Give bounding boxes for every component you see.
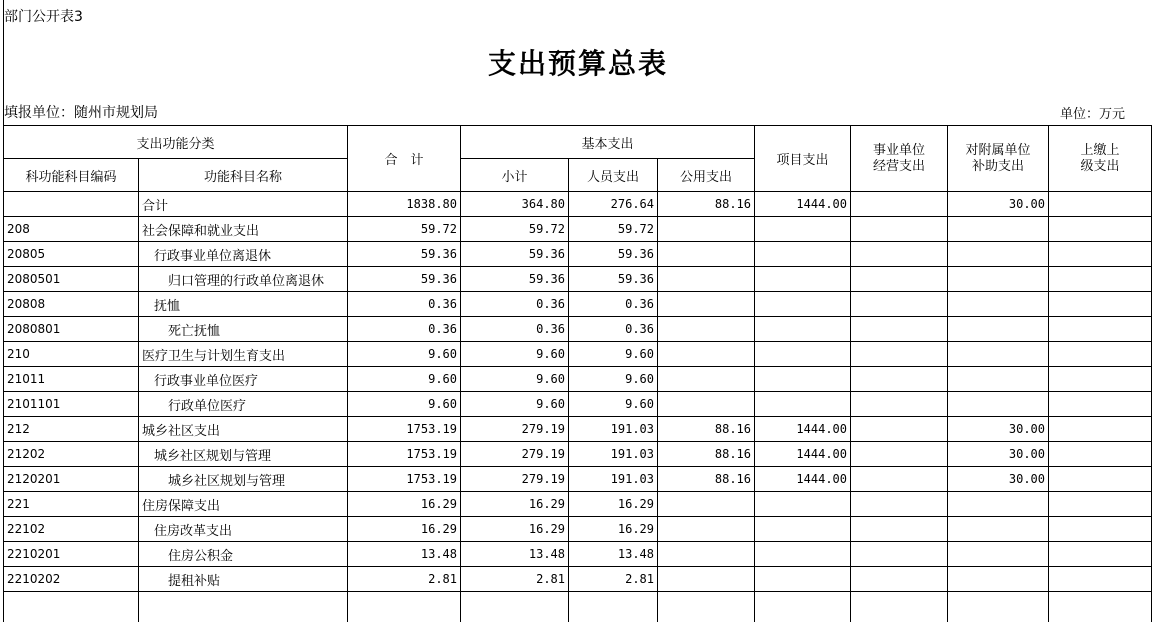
cell-upper [1049, 342, 1152, 367]
cell-code: 2120201 [4, 467, 139, 492]
table-blank-row [4, 592, 1152, 622]
cell-total: 0.36 [348, 292, 461, 317]
cell-subtotal: 0.36 [461, 317, 569, 342]
cell-total: 1753.19 [348, 417, 461, 442]
blank-cell [569, 592, 658, 622]
cell-name: 抚恤 [139, 292, 348, 317]
cell-enterprise [851, 317, 948, 342]
cell-public [658, 367, 755, 392]
cell-project [755, 367, 851, 392]
table-row [4, 267, 1152, 292]
cell-upper [1049, 292, 1152, 317]
cell-enterprise [851, 342, 948, 367]
cell-code: 2210201 [4, 542, 139, 567]
cell-subtotal: 59.36 [461, 242, 569, 267]
cell-project [755, 317, 851, 342]
table-row [4, 517, 1152, 542]
cell-subsidy [948, 567, 1049, 592]
cell-enterprise [851, 542, 948, 567]
cell-subsidy [948, 367, 1049, 392]
cell-personnel: 191.03 [569, 442, 658, 467]
table-row [4, 567, 1152, 592]
cell-upper [1049, 417, 1152, 442]
cell-code: 21011 [4, 367, 139, 392]
cell-personnel: 9.60 [569, 367, 658, 392]
cell-subtotal: 13.48 [461, 542, 569, 567]
header-total: 合 计 [348, 126, 461, 192]
cell-project [755, 517, 851, 542]
cell-enterprise [851, 417, 948, 442]
cell-code: 20805 [4, 242, 139, 267]
cell-project [755, 217, 851, 242]
table-row [4, 317, 1152, 342]
page-title: 支出预算总表 [487, 47, 668, 80]
cell-total: 59.36 [348, 242, 461, 267]
header-subtotal: 小计 [461, 159, 569, 192]
cell-personnel: 16.29 [569, 492, 658, 517]
cell-total: 59.36 [348, 267, 461, 292]
cell-total: 59.72 [348, 217, 461, 242]
cell-code: 20808 [4, 292, 139, 317]
cell-public [658, 217, 755, 242]
cell-personnel: 0.36 [569, 292, 658, 317]
cell-subtotal: 9.60 [461, 392, 569, 417]
cell-subsidy [948, 542, 1049, 567]
cell-name: 行政单位医疗 [139, 392, 348, 417]
cell-project: 1444.00 [755, 442, 851, 467]
cell-name: 城乡社区规划与管理 [139, 467, 348, 492]
blank-cell [348, 592, 461, 622]
budget-table [3, 125, 1152, 622]
cell-name: 住房改革支出 [139, 517, 348, 542]
cell-total: 9.60 [348, 367, 461, 392]
blank-cell [658, 592, 755, 622]
cell-subsidy [948, 267, 1049, 292]
cell-project [755, 392, 851, 417]
table-row [4, 442, 1152, 467]
header-upper: 上缴上 级支出 [1049, 126, 1152, 192]
cell-public: 88.16 [658, 467, 755, 492]
cell-public [658, 517, 755, 542]
cell-name: 归口管理的行政单位离退休 [139, 267, 348, 292]
cell-upper [1049, 492, 1152, 517]
cell-subsidy [948, 217, 1049, 242]
cell-subtotal: 279.19 [461, 467, 569, 492]
cell-project [755, 292, 851, 317]
blank-cell [4, 592, 139, 622]
cell-subsidy: 30.00 [948, 442, 1049, 467]
cell-upper [1049, 192, 1152, 217]
cell-subsidy [948, 292, 1049, 317]
table-row [4, 192, 1152, 217]
currency-unit: 单位：万元 [1060, 107, 1126, 122]
header-public: 公用支出 [658, 159, 755, 192]
cell-total: 9.60 [348, 342, 461, 367]
cell-total: 2.81 [348, 567, 461, 592]
cell-subsidy: 30.00 [948, 192, 1049, 217]
header-personnel: 人员支出 [569, 159, 658, 192]
cell-upper [1049, 242, 1152, 267]
cell-subtotal: 2.81 [461, 567, 569, 592]
cell-name: 死亡抚恤 [139, 317, 348, 342]
cell-project [755, 492, 851, 517]
cell-upper [1049, 267, 1152, 292]
cell-name: 行政事业单位离退休 [139, 242, 348, 267]
cell-personnel: 59.36 [569, 242, 658, 267]
cell-personnel: 13.48 [569, 542, 658, 567]
blank-cell [851, 592, 948, 622]
table-row [4, 242, 1152, 267]
cell-public: 88.16 [658, 417, 755, 442]
cell-code: 22102 [4, 517, 139, 542]
cell-public [658, 542, 755, 567]
cell-project [755, 542, 851, 567]
cell-code: 212 [4, 417, 139, 442]
cell-total: 1753.19 [348, 467, 461, 492]
cell-code: 2080801 [4, 317, 139, 342]
cell-upper [1049, 217, 1152, 242]
cell-upper [1049, 317, 1152, 342]
cell-upper [1049, 517, 1152, 542]
cell-personnel: 191.03 [569, 417, 658, 442]
cell-personnel: 16.29 [569, 517, 658, 542]
cell-total: 1838.80 [348, 192, 461, 217]
cell-code: 2101101 [4, 392, 139, 417]
cell-enterprise [851, 517, 948, 542]
cell-enterprise [851, 367, 948, 392]
cell-personnel: 9.60 [569, 392, 658, 417]
cell-public [658, 317, 755, 342]
cell-project: 1444.00 [755, 192, 851, 217]
cell-upper [1049, 567, 1152, 592]
header-subsidy: 对附属单位 补助支出 [948, 126, 1049, 192]
table-row [4, 392, 1152, 417]
cell-subsidy [948, 342, 1049, 367]
cell-name: 城乡社区支出 [139, 417, 348, 442]
cell-upper [1049, 367, 1152, 392]
cell-upper [1049, 467, 1152, 492]
cell-name: 合计 [139, 192, 348, 217]
table-row [4, 342, 1152, 367]
cell-enterprise [851, 442, 948, 467]
cell-name: 行政事业单位医疗 [139, 367, 348, 392]
cell-personnel: 191.03 [569, 467, 658, 492]
cell-personnel: 9.60 [569, 342, 658, 367]
cell-name: 住房保障支出 [139, 492, 348, 517]
cell-enterprise [851, 267, 948, 292]
blank-cell [948, 592, 1049, 622]
cell-public [658, 567, 755, 592]
cell-project [755, 342, 851, 367]
cell-subtotal: 9.60 [461, 367, 569, 392]
blank-cell [1049, 592, 1152, 622]
cell-project [755, 267, 851, 292]
cell-subtotal: 59.36 [461, 267, 569, 292]
cell-subtotal: 16.29 [461, 492, 569, 517]
cell-public [658, 342, 755, 367]
cell-subtotal: 279.19 [461, 417, 569, 442]
cell-project [755, 242, 851, 267]
cell-enterprise [851, 217, 948, 242]
cell-public [658, 392, 755, 417]
cell-total: 0.36 [348, 317, 461, 342]
cell-code: 210 [4, 342, 139, 367]
cell-total: 16.29 [348, 517, 461, 542]
cell-name: 医疗卫生与计划生育支出 [139, 342, 348, 367]
blank-cell [139, 592, 348, 622]
cell-name: 住房公积金 [139, 542, 348, 567]
table-row [4, 217, 1152, 242]
cell-upper [1049, 542, 1152, 567]
cell-personnel: 59.36 [569, 267, 658, 292]
cell-subsidy [948, 242, 1049, 267]
table-row [4, 492, 1152, 517]
header-func-class: 支出功能分类 [4, 126, 348, 159]
cell-code [4, 192, 139, 217]
cell-enterprise [851, 192, 948, 217]
cell-upper [1049, 392, 1152, 417]
cell-public: 88.16 [658, 442, 755, 467]
header-project: 项目支出 [755, 126, 851, 192]
cell-public [658, 492, 755, 517]
cell-enterprise [851, 392, 948, 417]
cell-code: 21202 [4, 442, 139, 467]
header-name: 功能科目名称 [139, 159, 348, 192]
cell-subtotal: 9.60 [461, 342, 569, 367]
cell-enterprise [851, 467, 948, 492]
cell-name: 社会保障和就业支出 [139, 217, 348, 242]
cell-subsidy [948, 392, 1049, 417]
cell-subtotal: 279.19 [461, 442, 569, 467]
cell-subtotal: 0.36 [461, 292, 569, 317]
blank-cell [755, 592, 851, 622]
cell-personnel: 2.81 [569, 567, 658, 592]
cell-total: 13.48 [348, 542, 461, 567]
cell-project: 1444.00 [755, 467, 851, 492]
cell-name: 城乡社区规划与管理 [139, 442, 348, 467]
cell-subtotal: 364.80 [461, 192, 569, 217]
table-row [4, 467, 1152, 492]
cell-project [755, 567, 851, 592]
cell-total: 9.60 [348, 392, 461, 417]
table-row [4, 542, 1152, 567]
cell-project: 1444.00 [755, 417, 851, 442]
cell-public [658, 242, 755, 267]
header-basic: 基本支出 [461, 126, 755, 159]
cell-subsidy: 30.00 [948, 467, 1049, 492]
table-row [4, 367, 1152, 392]
table-row [4, 417, 1152, 442]
cell-enterprise [851, 492, 948, 517]
cell-subtotal: 59.72 [461, 217, 569, 242]
cell-subsidy: 30.00 [948, 417, 1049, 442]
cell-personnel: 59.72 [569, 217, 658, 242]
cell-upper [1049, 442, 1152, 467]
cell-code: 2080501 [4, 267, 139, 292]
header-code: 科功能科目编码 [4, 159, 139, 192]
cell-enterprise [851, 242, 948, 267]
cell-name: 提租补贴 [139, 567, 348, 592]
header-enterprise: 事业单位 经营支出 [851, 126, 948, 192]
cell-total: 1753.19 [348, 442, 461, 467]
cell-personnel: 276.64 [569, 192, 658, 217]
page-tag: 部门公开表3 [4, 9, 83, 25]
cell-subtotal: 16.29 [461, 517, 569, 542]
cell-enterprise [851, 292, 948, 317]
cell-subsidy [948, 517, 1049, 542]
cell-public: 88.16 [658, 192, 755, 217]
cell-code: 2210202 [4, 567, 139, 592]
cell-subsidy [948, 317, 1049, 342]
blank-cell [461, 592, 569, 622]
cell-enterprise [851, 567, 948, 592]
cell-total: 16.29 [348, 492, 461, 517]
cell-code: 221 [4, 492, 139, 517]
cell-subsidy [948, 492, 1049, 517]
cell-personnel: 0.36 [569, 317, 658, 342]
cell-public [658, 292, 755, 317]
cell-code: 208 [4, 217, 139, 242]
cell-public [658, 267, 755, 292]
table-row [4, 292, 1152, 317]
reporting-unit: 填报单位：随州市规划局 [4, 105, 158, 121]
